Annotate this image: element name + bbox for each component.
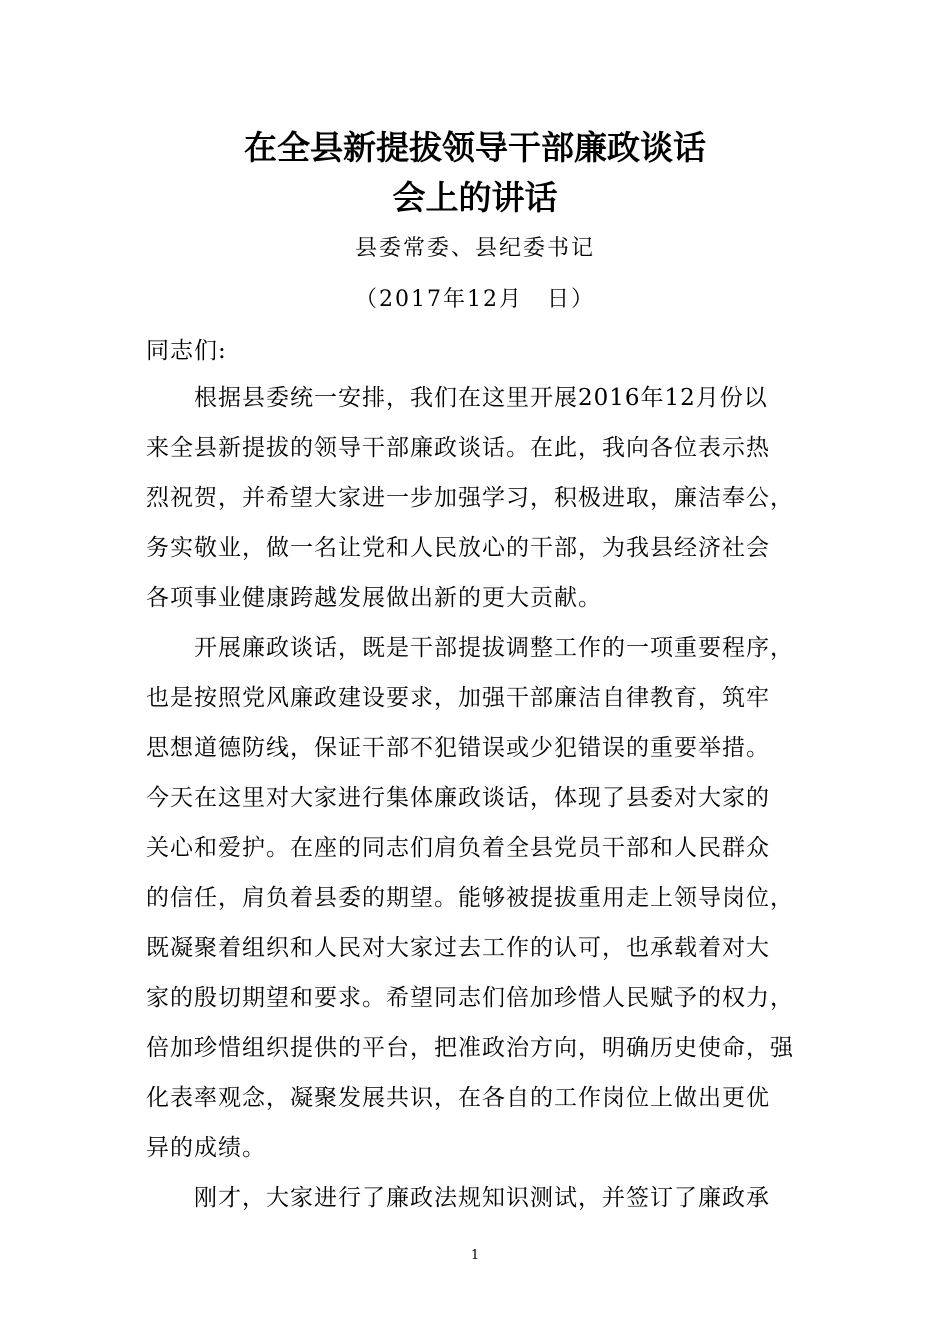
body-line: 也是按照党风廉政建设要求，加强干部廉洁自律教育，筑牢	[146, 685, 770, 711]
body-line: 关心和爱护。在座的同志们肩负着全县党员干部和人民群众	[146, 835, 770, 861]
body-line: 思想道德防线，保证干部不犯错误或少犯错误的重要举措。	[146, 735, 770, 761]
body-line: 刚才，大家进行了廉政法规知识测试，并签订了廉政承	[146, 1185, 770, 1211]
body-line: 烈祝贺，并希望大家进一步加强学习，积极进取，廉洁奉公，	[146, 485, 794, 511]
body-line: 今天在这里对大家进行集体廉政谈话，体现了县委对大家的	[146, 785, 770, 811]
body-line: 倍加珍惜组织提供的平台，把准政治方向，明确历史使命，强	[146, 1035, 794, 1061]
body-line: 的信任，肩负着县委的期望。能够被提拔重用走上领导岗位，	[146, 885, 794, 911]
page-number: 1	[470, 1248, 480, 1263]
body-line: 来全县新提拔的领导干部廉政谈话。在此，我向各位表示热	[146, 435, 770, 461]
date: （2017年12月 日）	[355, 287, 595, 312]
body-line: 既凝聚着组织和人民对大家过去工作的认可，也承载着对大	[146, 935, 770, 961]
body-line: 异的成绩。	[146, 1135, 266, 1161]
body-line: 务实敬业，做一名让党和人民放心的干部，为我县经济社会	[146, 535, 770, 561]
body-line: 化表率观念，凝聚发展共识，在各自的工作岗位上做出更优	[146, 1085, 770, 1111]
body-line: 各项事业健康跨越发展做出新的更大贡献。	[146, 585, 602, 611]
body-line: 根据县委统一安排，我们在这里开展2016年12月份以	[146, 385, 768, 411]
body-line: 开展廉政谈话，既是干部提拔调整工作的一项重要程序，	[146, 635, 794, 661]
title-line-2: 会上的讲话	[392, 178, 558, 217]
salutation: 同志们:	[146, 338, 227, 364]
body-line: 家的殷切期望和要求。希望同志们倍加珍惜人民赋予的权力，	[146, 985, 794, 1011]
speaker: 县委常委、县纪委书记	[354, 236, 595, 261]
title-line-1: 在全县新提拔领导干部廉政谈话	[244, 128, 706, 167]
